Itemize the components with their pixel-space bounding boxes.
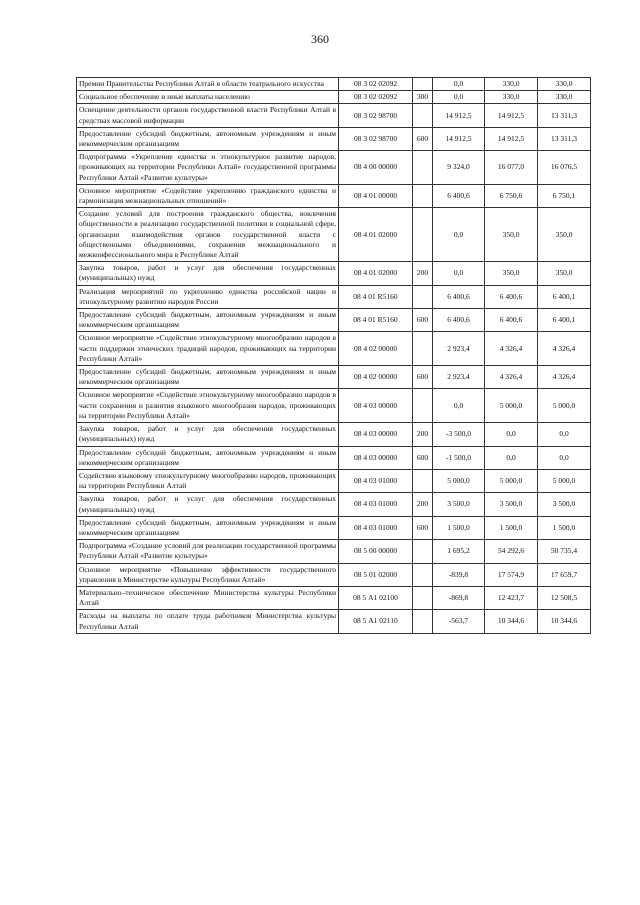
row-amount-year-1: 330,0 bbox=[485, 91, 538, 104]
row-amount-year-2: 13 311,3 bbox=[538, 104, 591, 127]
row-expense-type: 600 bbox=[413, 127, 433, 150]
row-expense-type: 200 bbox=[413, 262, 433, 285]
row-code: 08 4 03 01000 bbox=[339, 493, 413, 516]
row-amount-change: 6 400,6 bbox=[433, 309, 485, 332]
row-amount-change: 0,0 bbox=[433, 262, 485, 285]
row-code: 08 4 03 00000 bbox=[339, 423, 413, 446]
row-amount-change: 9 324,0 bbox=[433, 151, 485, 185]
table-row bbox=[77, 366, 591, 389]
table-row bbox=[77, 309, 591, 332]
row-amount-year-1: 3 500,0 bbox=[485, 493, 538, 516]
row-name: Основное мероприятие «Содействие укреплению гражданского единства и гармонизация межнациональных отношений» bbox=[77, 184, 339, 207]
row-name: Закупка товаров, работ и услуг для обеспечения государственных (муниципальных) нужд bbox=[77, 493, 339, 516]
row-code: 08 3 02 02092 bbox=[339, 78, 413, 91]
row-amount-change: 6 400,6 bbox=[433, 184, 485, 207]
row-name: Подпрограмма «Создание условий для реализации государственной программы Республики Алтай «Развитие культуры» bbox=[77, 540, 339, 563]
row-amount-year-2: 16 076,5 bbox=[538, 151, 591, 185]
row-expense-type bbox=[413, 104, 433, 127]
row-amount-year-1: 6 400,6 bbox=[485, 309, 538, 332]
row-code: 08 3 02 02092 bbox=[339, 91, 413, 104]
row-amount-change: -563,7 bbox=[433, 610, 485, 633]
row-amount-year-1: 5 000,0 bbox=[485, 389, 538, 423]
row-name: Предоставление субсидий бюджетным, автономным учреждениям и иным некоммерческим организациям bbox=[77, 446, 339, 469]
row-amount-year-1: 6 750,6 bbox=[485, 184, 538, 207]
row-amount-year-2: 0,0 bbox=[538, 446, 591, 469]
row-code: 08 4 00 00000 bbox=[339, 151, 413, 185]
row-amount-change: 6 400,6 bbox=[433, 285, 485, 308]
row-name: Социальное обеспечение и иные выплаты населению bbox=[77, 91, 339, 104]
row-code: 08 5 01 02000 bbox=[339, 563, 413, 586]
row-code: 08 4 03 01000 bbox=[339, 516, 413, 539]
row-amount-change: -869,8 bbox=[433, 586, 485, 609]
row-amount-year-1: 330,0 bbox=[485, 78, 538, 91]
row-name: Предоставление субсидий бюджетным, автономным учреждениям и иным некоммерческим организациям bbox=[77, 309, 339, 332]
table-row bbox=[77, 610, 591, 633]
row-amount-year-2: 350,0 bbox=[538, 262, 591, 285]
row-code: 08 3 02 98700 bbox=[339, 104, 413, 127]
row-expense-type bbox=[413, 389, 433, 423]
page-number: 360 bbox=[311, 32, 329, 46]
row-name: Расходы на выплаты по оплате труда работников Министерства культуры Республики Алтай bbox=[77, 610, 339, 633]
row-amount-year-1: 17 574,9 bbox=[485, 563, 538, 586]
table-row bbox=[77, 262, 591, 285]
row-amount-year-2: 330,0 bbox=[538, 78, 591, 91]
row-name: Премии Правительства Республики Алтай в области театрального искусства bbox=[77, 78, 339, 91]
row-amount-change: -3 500,0 bbox=[433, 423, 485, 446]
table-row bbox=[77, 586, 591, 609]
row-amount-year-1: 0,0 bbox=[485, 423, 538, 446]
row-amount-year-1: 14 912,5 bbox=[485, 127, 538, 150]
row-expense-type bbox=[413, 151, 433, 185]
row-amount-year-2: 6 750,1 bbox=[538, 184, 591, 207]
row-expense-type: 600 bbox=[413, 366, 433, 389]
row-amount-year-2: 0,0 bbox=[538, 423, 591, 446]
row-name: Материально–техническое обеспечение Министерства культуры Республики Алтай bbox=[77, 586, 339, 609]
row-expense-type bbox=[413, 285, 433, 308]
row-amount-change: 1 500,0 bbox=[433, 516, 485, 539]
row-code: 08 4 01 R5160 bbox=[339, 309, 413, 332]
row-code: 08 5 00 00000 bbox=[339, 540, 413, 563]
row-amount-year-1: 350,0 bbox=[485, 208, 538, 262]
row-name: Основное мероприятие «Содействие этнокультурному многообразию народов в части сохранения и развития языкового многообразия народов, проживающих на территории Республики Алтай» bbox=[77, 389, 339, 423]
row-code: 08 4 02 00000 bbox=[339, 332, 413, 366]
row-name: Освещение деятельности органов государственной власти Республики Алтай в средствах массовой информации bbox=[77, 104, 339, 127]
row-expense-type: 600 bbox=[413, 516, 433, 539]
row-amount-year-1: 0,0 bbox=[485, 446, 538, 469]
row-expense-type: 600 bbox=[413, 446, 433, 469]
row-amount-year-1: 5 000,0 bbox=[485, 469, 538, 492]
row-expense-type bbox=[413, 586, 433, 609]
row-amount-change: 1 695,2 bbox=[433, 540, 485, 563]
row-code: 08 4 01 00000 bbox=[339, 184, 413, 207]
row-amount-year-1: 16 077,0 bbox=[485, 151, 538, 185]
row-expense-type bbox=[413, 563, 433, 586]
budget-table bbox=[76, 77, 591, 634]
row-amount-change: -1 500,0 bbox=[433, 446, 485, 469]
row-amount-change: 0,0 bbox=[433, 389, 485, 423]
row-amount-year-1: 1 500,0 bbox=[485, 516, 538, 539]
table-row bbox=[77, 446, 591, 469]
row-name: Закупка товаров, работ и услуг для обеспечения государственных (муниципальных) нужд bbox=[77, 423, 339, 446]
table-row bbox=[77, 208, 591, 262]
row-code: 08 5 А1 02110 bbox=[339, 610, 413, 633]
row-expense-type bbox=[413, 78, 433, 91]
row-amount-year-1: 4 326,4 bbox=[485, 332, 538, 366]
row-code: 08 4 03 00000 bbox=[339, 389, 413, 423]
row-amount-year-2: 350,0 bbox=[538, 208, 591, 262]
table-row bbox=[77, 184, 591, 207]
row-expense-type: 300 bbox=[413, 91, 433, 104]
row-code: 08 4 01 02000 bbox=[339, 262, 413, 285]
table-row bbox=[77, 423, 591, 446]
row-amount-year-2: 4 326,4 bbox=[538, 366, 591, 389]
table-row bbox=[77, 332, 591, 366]
row-name: Содействие языковому этнокультурному многообразию народов, проживающих на территории Республики Алтай bbox=[77, 469, 339, 492]
table-row bbox=[77, 469, 591, 492]
table-row bbox=[77, 389, 591, 423]
row-amount-year-1: 12 423,7 bbox=[485, 586, 538, 609]
row-amount-change: 0,0 bbox=[433, 91, 485, 104]
row-amount-year-1: 350,0 bbox=[485, 262, 538, 285]
row-amount-change: 3 500,0 bbox=[433, 493, 485, 516]
row-amount-year-2: 3 500,0 bbox=[538, 493, 591, 516]
row-amount-change: 0,0 bbox=[433, 78, 485, 91]
row-name: Предоставление субсидий бюджетным, автономным учреждениям и иным некоммерческим организациям bbox=[77, 366, 339, 389]
row-amount-year-2: 17 659,7 bbox=[538, 563, 591, 586]
row-name: Основное мероприятие «Содействие этнокультурному многообразию народов в части поддержки этнических традиций народов, проживающих на территории Республики Алтай» bbox=[77, 332, 339, 366]
row-amount-change: 2 923,4 bbox=[433, 332, 485, 366]
row-amount-year-1: 4 326,4 bbox=[485, 366, 538, 389]
row-expense-type bbox=[413, 610, 433, 633]
table-row bbox=[77, 91, 591, 104]
row-name: Основное мероприятие «Повышение эффективности государственного управления в Министерстве культуры Республики Алтай» bbox=[77, 563, 339, 586]
row-expense-type bbox=[413, 540, 433, 563]
row-code: 08 3 02 98700 bbox=[339, 127, 413, 150]
row-code: 08 4 01 02000 bbox=[339, 208, 413, 262]
table-row bbox=[77, 127, 591, 150]
row-amount-year-2: 13 311,3 bbox=[538, 127, 591, 150]
table-row bbox=[77, 104, 591, 127]
row-name: Подпрограмма «Укрепление единства и этнокультурное развитие народов, проживающих на территории Республики Алтай» государственной программы Республики Алтай «Развитие культуры» bbox=[77, 151, 339, 185]
row-amount-year-2: 1 500,0 bbox=[538, 516, 591, 539]
row-name: Закупка товаров, работ и услуг для обеспечения государственных (муниципальных) нужд bbox=[77, 262, 339, 285]
table-row bbox=[77, 493, 591, 516]
row-name: Реализация мероприятий по укреплению единства российской нации и этнокультурному развитию народов России bbox=[77, 285, 339, 308]
row-amount-year-2: 330,0 bbox=[538, 91, 591, 104]
row-amount-change: 0,0 bbox=[433, 208, 485, 262]
row-expense-type bbox=[413, 469, 433, 492]
row-expense-type: 200 bbox=[413, 423, 433, 446]
row-amount-year-2: 5 000,0 bbox=[538, 389, 591, 423]
row-amount-year-2: 4 326,4 bbox=[538, 332, 591, 366]
row-code: 08 4 02 00000 bbox=[339, 366, 413, 389]
row-amount-year-1: 10 344,6 bbox=[485, 610, 538, 633]
row-amount-year-2: 50 735,4 bbox=[538, 540, 591, 563]
row-name: Предоставление субсидий бюджетным, автономным учреждениям и иным некоммерческим организациям bbox=[77, 127, 339, 150]
row-code: 08 4 01 R5160 bbox=[339, 285, 413, 308]
row-name: Предоставление субсидий бюджетным, автономным учреждениям и иным некоммерческим организациям bbox=[77, 516, 339, 539]
row-amount-change: 5 000,0 bbox=[433, 469, 485, 492]
row-amount-year-1: 6 400,6 bbox=[485, 285, 538, 308]
row-expense-type: 200 bbox=[413, 493, 433, 516]
table-row bbox=[77, 563, 591, 586]
row-expense-type bbox=[413, 208, 433, 262]
row-amount-change: 14 912,5 bbox=[433, 127, 485, 150]
row-amount-year-2: 12 508,5 bbox=[538, 586, 591, 609]
row-expense-type: 600 bbox=[413, 309, 433, 332]
row-amount-year-1: 14 912,5 bbox=[485, 104, 538, 127]
row-expense-type bbox=[413, 184, 433, 207]
row-amount-change: 2 923,4 bbox=[433, 366, 485, 389]
row-code: 08 5 А1 02100 bbox=[339, 586, 413, 609]
row-amount-change: -839,8 bbox=[433, 563, 485, 586]
table-row bbox=[77, 516, 591, 539]
table-row bbox=[77, 151, 591, 185]
row-amount-year-1: 54 292,6 bbox=[485, 540, 538, 563]
row-amount-year-2: 6 400,1 bbox=[538, 285, 591, 308]
row-name: Создание условий для построения гражданского общества, вовлечения общественности в реализацию государственной политики в социальной сфере, организации взаимодействия органов государственной власти с общественными объединениями, сохранения межнационального и межконфессионального мира в Республике Алтай bbox=[77, 208, 339, 262]
table-row bbox=[77, 78, 591, 91]
row-code: 08 4 03 00000 bbox=[339, 446, 413, 469]
row-amount-year-2: 10 344,6 bbox=[538, 610, 591, 633]
row-amount-year-2: 6 400,1 bbox=[538, 309, 591, 332]
row-amount-change: 14 912,5 bbox=[433, 104, 485, 127]
row-code: 08 4 03 01000 bbox=[339, 469, 413, 492]
row-amount-year-2: 5 000,0 bbox=[538, 469, 591, 492]
row-expense-type bbox=[413, 332, 433, 366]
table-row bbox=[77, 285, 591, 308]
table-row bbox=[77, 540, 591, 563]
